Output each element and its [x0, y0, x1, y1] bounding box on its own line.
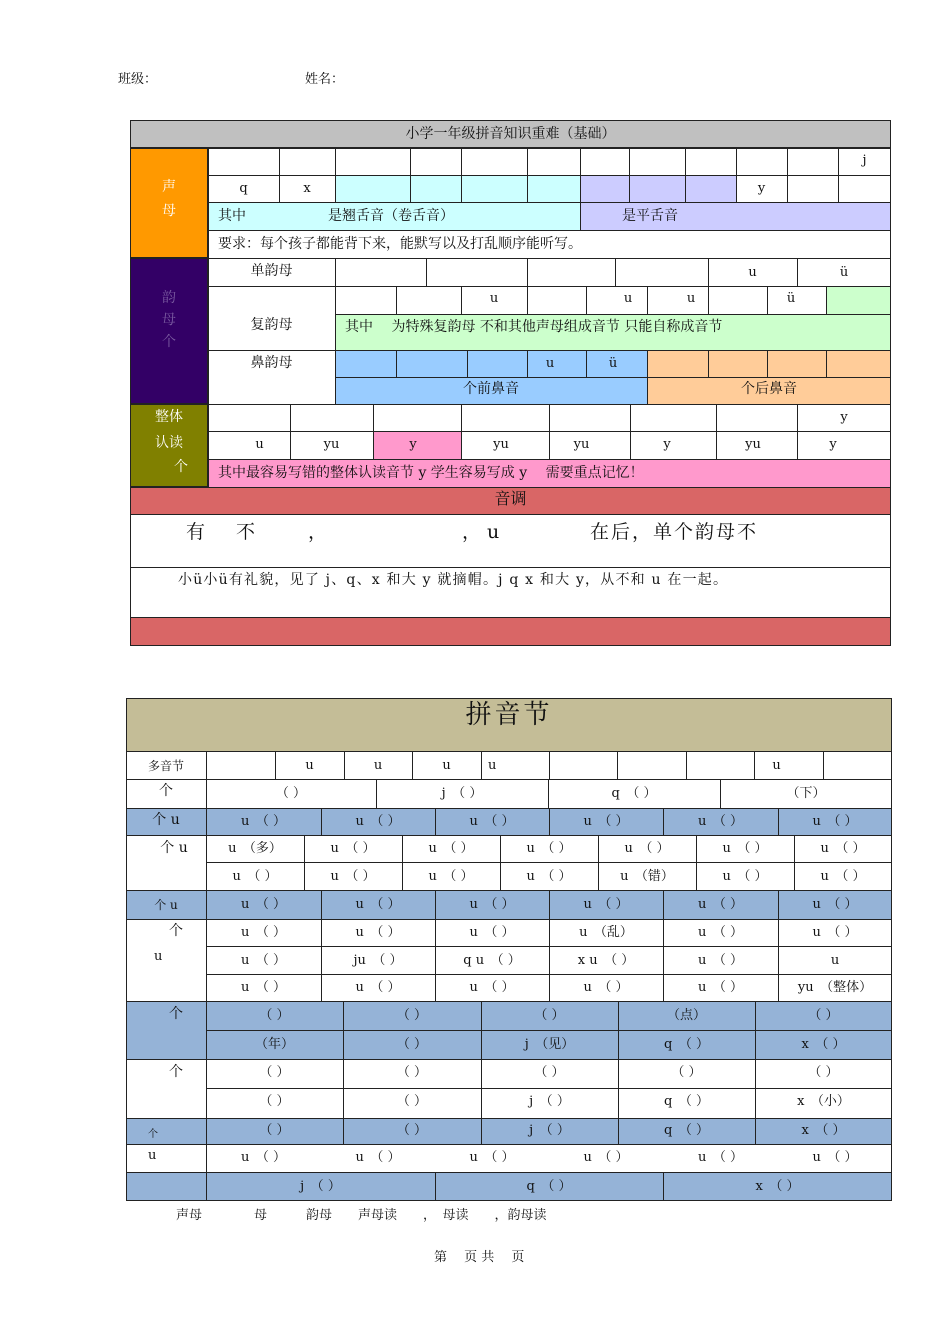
practice-cell: （ ） — [396, 1008, 428, 1023]
compound-cell-2: u — [623, 291, 633, 306]
zt-cell-5: yu — [573, 437, 590, 452]
page-footer: 第 页 共 页 — [434, 1250, 525, 1265]
practice-cell: x （ ） — [755, 1179, 800, 1194]
practice-cell: u （ ） — [697, 814, 743, 829]
practice-cell: u （ ） — [355, 925, 401, 940]
practice-cell: u （ ） — [428, 841, 474, 856]
shengmu-side-2: 母 — [162, 203, 176, 219]
practice-cell: u （ ） — [355, 1150, 401, 1165]
single-yunmu-v: ü — [839, 265, 849, 280]
practice-cell: u （ ） — [820, 841, 866, 856]
sm-cell-x: x — [303, 181, 311, 196]
nasal-yunmu-label: 鼻韵母 — [250, 355, 293, 371]
practice-cell: u （ ） — [583, 814, 629, 829]
practice-cell: q （ ） — [611, 786, 657, 801]
practice-cell: u （ ） — [624, 841, 670, 856]
shengmu-side-1: 声 — [162, 179, 176, 195]
sm-cell-y: y — [757, 181, 766, 196]
zhengti-side-2: 认读 — [155, 435, 183, 451]
practice-cell: q （ ） — [664, 1123, 709, 1138]
practice-cell: （ ） — [808, 1065, 839, 1080]
sm-pingshe: 是平舌音 — [622, 208, 678, 224]
table2-title: 拼音节 — [465, 700, 553, 730]
practice-cell: q （ ） — [664, 1037, 709, 1052]
practice-cell: （ ） — [259, 1008, 290, 1023]
practice-cell: u （ ） — [355, 897, 401, 912]
practice-cell: u （ ） — [240, 980, 286, 995]
compound-cell-4: ü — [786, 291, 796, 306]
practice-cell: u （错） — [620, 869, 674, 884]
practice-cell: u （ ） — [812, 897, 858, 912]
row-c-label: 个 u — [160, 840, 188, 856]
practice-cell: x （ ） — [801, 1037, 846, 1052]
practice-cell: u （ ） — [469, 925, 515, 940]
sm-qiaoshe: 是翘舌音（卷舌音） — [328, 208, 454, 224]
practice-cell: j （ ） — [300, 1179, 341, 1194]
nasal-cell-v: ü — [608, 356, 618, 371]
practice-cell: u （ ） — [820, 869, 866, 884]
zt-cell-1: u — [255, 437, 264, 452]
practice-cell: u （ ） — [697, 897, 743, 912]
row-h-label: 个 — [148, 1129, 158, 1140]
practice-cell: （ ） — [396, 1123, 428, 1138]
name-label: 姓名： — [305, 72, 345, 87]
practice-cell: j （ ） — [529, 1094, 570, 1109]
practice-cell: q （ ） — [664, 1094, 709, 1109]
practice-cell: u （ ） — [583, 897, 629, 912]
practice-cell: u （ ） — [583, 980, 629, 995]
practice-cell: u （ ） — [526, 841, 572, 856]
compound-note: 其中 为特殊复韵母 不和其他声母组成音节 只能自称成音节 — [345, 319, 723, 335]
practice-cell: x （小） — [797, 1094, 850, 1109]
practice-cell: u （多） — [228, 841, 282, 856]
zt-cell-2: yu — [323, 437, 340, 452]
practice-cell: u （ ） — [526, 869, 572, 884]
compound-cell-3: u — [686, 291, 696, 306]
practice-cell: u — [830, 953, 840, 968]
practice-cell: x （ ） — [801, 1123, 846, 1138]
zt-cell-7: yu — [745, 437, 761, 452]
practice-cell: u （ ） — [697, 953, 743, 968]
practice-cell: u （ ） — [697, 980, 743, 995]
practice-cell: u （ ） — [240, 1150, 286, 1165]
practice-cell: u （ ） — [240, 925, 286, 940]
row-a-label: 个 — [159, 783, 173, 799]
sm-cell-j: j — [862, 153, 867, 168]
practice-cell: q （ ） — [526, 1179, 572, 1194]
duoyin-cell: u — [373, 758, 383, 773]
row-e-label-2: u — [154, 949, 163, 964]
duoyin-cell: u — [772, 758, 781, 773]
practice-cell: （ ） — [275, 786, 307, 801]
practice-cell: u （乱） — [579, 925, 633, 940]
practice-cell: x u （ ） — [577, 953, 635, 968]
practice-cell: u （ ） — [697, 1150, 743, 1165]
practice-cell: u （ ） — [330, 841, 376, 856]
tone-line-1: 有 — [186, 521, 208, 543]
practice-cell: u （ ） — [232, 869, 278, 884]
practice-cell: u （ ） — [583, 1150, 629, 1165]
row-f-label: 个 — [169, 1006, 183, 1022]
practice-cell: u （ ） — [812, 925, 858, 940]
practice-cell: j （见） — [524, 1037, 575, 1052]
practice-cell: j （ ） — [441, 786, 483, 801]
zt-cell-4: yu — [493, 437, 509, 452]
practice-cell: （ ） — [534, 1008, 565, 1023]
single-yunmu-label: 单韵母 — [250, 263, 293, 279]
back-nasal-label: 个后鼻音 — [741, 381, 797, 397]
practice-cell: （点） — [666, 1008, 706, 1023]
practice-cell: u （ ） — [812, 814, 858, 829]
yunmu-side-3: 个 — [162, 334, 176, 350]
sm-requirement: 要求：每个孩子都能背下来，能默写以及打乱顺序能听写。 — [218, 236, 582, 252]
practice-cell: （ ） — [259, 1123, 290, 1138]
practice-cell: u （ ） — [240, 953, 286, 968]
tone-line-3: ， — [308, 521, 328, 543]
practice-cell: （ ） — [534, 1065, 565, 1080]
practice-cell: （年） — [254, 1037, 294, 1052]
sm-cell-q: q — [239, 181, 248, 196]
practice-cell: （ ） — [396, 1037, 428, 1052]
row-b-label: 个 u — [152, 812, 180, 828]
practice-cell: ju （ ） — [353, 953, 403, 968]
practice-cell: u （ ） — [428, 869, 474, 884]
tone-title: 音调 — [494, 489, 527, 508]
practice-cell: u （ ） — [330, 869, 376, 884]
zt-cell-8: y — [829, 437, 837, 452]
practice-cell: u （ ） — [722, 841, 768, 856]
duoyin-label: 多音节 — [147, 759, 184, 773]
tone-line-2: 不 — [236, 521, 256, 543]
practice-cell: u （ ） — [722, 869, 768, 884]
practice-cell: q u （ ） — [463, 953, 521, 968]
practice-cell: u （ ） — [355, 980, 401, 995]
zt-note: 其中最容易写错的整体认读音节 y 学生容易写成 y 需要重点记忆！ — [218, 465, 644, 481]
practice-cell: j （ ） — [529, 1123, 570, 1138]
practice-cell: （ ） — [259, 1094, 290, 1109]
class-label: 班级： — [118, 72, 158, 87]
zhengti-side-1: 整体 — [155, 409, 183, 425]
practice-cell: u （ ） — [697, 925, 743, 940]
practice-cell: u （ ） — [469, 897, 515, 912]
practice-cell: u （ ） — [469, 814, 515, 829]
row-d-label: 个 u — [154, 898, 178, 912]
row-g-label: 个 — [169, 1064, 183, 1080]
practice-cell: （ ） — [671, 1065, 702, 1080]
compound-cell-1: u — [489, 291, 499, 306]
table2-footer: 声母 母 韵母 声母读 ， 母读 ，韵母读 — [176, 1208, 547, 1223]
table1-title: 小学一年级拼音知识重难（基础） — [405, 126, 616, 142]
zhengti-side-3: 个 — [174, 459, 188, 475]
row-i-label: u — [148, 1148, 157, 1163]
single-yunmu-u: u — [748, 265, 757, 280]
yunmu-side-1: 韵 — [162, 290, 176, 306]
practice-cell: u （ ） — [812, 1150, 858, 1165]
duoyin-cell: u — [488, 758, 497, 773]
duoyin-cell: u — [305, 758, 314, 773]
practice-cell: u （ ） — [355, 814, 401, 829]
zt-cell-3: y — [409, 437, 417, 452]
tone-line-5: 在后，单个韵母不 — [590, 521, 759, 543]
nasal-cell-u: u — [545, 356, 555, 371]
tone-line-4: ，u — [462, 521, 506, 543]
practice-cell: u （ ） — [240, 814, 286, 829]
sm-qizhong: 其中 — [218, 208, 246, 224]
compound-yunmu-label: 复韵母 — [250, 317, 293, 333]
practice-cell: （ ） — [259, 1065, 290, 1080]
duoyin-cell: u — [442, 758, 451, 773]
practice-cell: （ ） — [808, 1008, 839, 1023]
yunmu-side-2: 母 — [162, 312, 176, 328]
zt-r1-y: y — [840, 410, 848, 425]
practice-cell: u （ ） — [469, 1150, 515, 1165]
practice-cell: （ ） — [396, 1065, 428, 1080]
practice-cell: （下） — [786, 786, 826, 801]
front-nasal-label: 个前鼻音 — [463, 381, 519, 397]
practice-cell: （ ） — [396, 1094, 428, 1109]
rule-line: 小ü小ü有礼貌，见了 j、q、x 和大 y 就摘帽。j q x 和大 y，从不和 u 在一起。 — [178, 572, 729, 588]
practice-cell: yu （整体） — [797, 980, 873, 995]
practice-cell: u （ ） — [469, 980, 515, 995]
zt-cell-6: y — [663, 437, 671, 452]
row-e-label-1: 个 — [169, 923, 183, 939]
practice-cell: u （ ） — [240, 897, 286, 912]
